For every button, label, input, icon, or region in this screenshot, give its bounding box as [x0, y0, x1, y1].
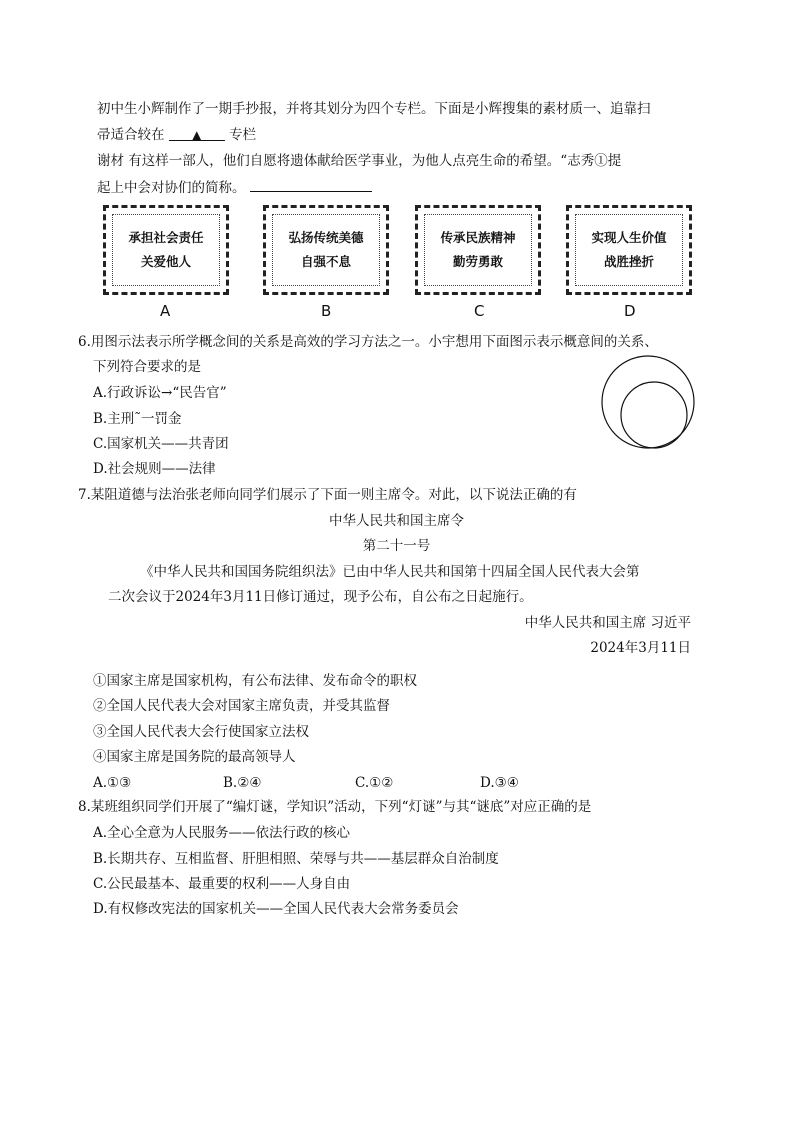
q8-option-a: A.全心全意为人民服务——依法行政的核心: [93, 825, 351, 841]
stamp-label-d: D: [624, 302, 636, 320]
stamp-d-line1: 实现人生价值: [591, 230, 667, 245]
q5-option-stamp-c: [415, 205, 541, 295]
q5-option-stamp-b: [263, 205, 389, 295]
q8-option-d: D.有权修改宪法的国家机关——全国人民代表大会常务委员会: [93, 901, 459, 917]
inner-circle: [621, 382, 687, 448]
stamp-c-line1: 传承民族精神: [440, 230, 516, 245]
stamp-d-line2: 战胜挫折: [603, 254, 654, 269]
q5-material-line1: 谢材 有这样一部人，他们自愿将遗体献给医学事业，为他人点亮生命的希望。“志秀①提: [97, 153, 622, 169]
stamp-a-line2: 关爱他人: [140, 254, 191, 269]
stamp-c-line2: 勤劳勇敢: [452, 254, 503, 269]
q5-material-line2-text: 起上中会对协们的简称。: [97, 180, 246, 196]
q5-stem-line1: 初中生小辉制作了一期手抄报，并将其划分为四个专栏。下面是小辉搜集的素材质一、追靠扫: [97, 101, 651, 117]
q8-option-b: B.长期共存、互相监督、肝胆相照、荣辱与共——基层群众自治制度: [93, 851, 499, 867]
q6-stem-line1: 6.用图示法表示所学概念间的关系是高效的学习方法之一。小宇想用下面图示表示概意间的关系、: [78, 334, 658, 350]
q6-option-d: D.社会规则——法律: [93, 461, 216, 477]
q8-stem: 8.某班组织同学们开展了“编灯谜，学知识”活动，下列“灯谜”与其“谜底”对应正确的是: [78, 799, 592, 815]
q7-choice-c: C.①②: [355, 775, 394, 791]
q7-statement-2: ②全国人民代表大会对国家主席负责，并受其监督: [93, 698, 390, 714]
q5-stem-line2-before: 帚适合较在: [97, 127, 165, 143]
decree-body-line2: 二次会议于2024年3月11日修订通过，现予公布，自公布之日起施行。: [108, 589, 533, 605]
q7-choice-b: B.②④: [223, 775, 262, 791]
q7-choice-d: D.③④: [480, 775, 519, 791]
q6-option-c: C.国家机关——共青团: [93, 436, 229, 452]
stamp-b-line2: 自强不息: [300, 254, 351, 269]
q7-statement-3: ③全国人民代表大会行使国家立法权: [93, 724, 309, 740]
q7-stem: 7.某阻道德与法治张老师向同学们展示了下面一则主席令。对此，以下说法正确的有: [78, 487, 577, 503]
decree-title: 中华人民共和国主席令: [329, 513, 464, 529]
stamp-inner-c: [424, 214, 532, 286]
decree-date: 2024年3月11日: [590, 640, 691, 656]
stamp-inner-d: [575, 214, 683, 286]
triangle-mark-icon: ▲: [192, 128, 202, 142]
q5-stem-line2-after: 专栏: [229, 127, 257, 143]
q5-option-stamp-d: [566, 205, 692, 295]
q5-stem-line2: [97, 126, 256, 144]
q7-statement-4: ④国家主席是国务院的最高领导人: [93, 749, 296, 765]
stamp-label-c: C: [474, 302, 485, 320]
concept-circle-diagram: [598, 352, 698, 452]
stamp-a-line1: 承担社会责任: [128, 230, 204, 245]
q7-choice-a: A.①③: [93, 775, 132, 791]
q7-statement-1: ①国家主席是国家机构，有公布法律、发布命令的职权: [93, 673, 417, 689]
q5-material-line2: [97, 177, 372, 197]
stamp-inner-b: [272, 214, 380, 286]
stamp-label-a: A: [160, 302, 171, 320]
stamp-label-b: B: [321, 302, 332, 320]
q6-option-a: A.行政诉讼→“民告官”: [93, 385, 227, 401]
q5-option-stamp-a: [103, 205, 229, 295]
stamp-b-line1: 弘扬传统美德: [288, 230, 364, 245]
q8-option-c: C.公民最基本、最重要的权利——人身自由: [93, 876, 351, 892]
decree-number: 第二十一号: [362, 538, 431, 554]
stamp-inner-a: [112, 214, 220, 286]
decree-signer: 中华人民共和国主席 习近平: [524, 615, 691, 631]
q6-option-b: B.主刑˜一罚金: [93, 411, 182, 427]
q5-material-blank: [250, 177, 372, 192]
q6-stem-line2: 下列符合要求的是: [93, 359, 201, 375]
decree-body-line1: 《中华人民共和国国务院组织法》已由中华人民共和国第十四届全国人民代表大会第: [140, 564, 640, 580]
q5-answer-blank: [169, 126, 225, 141]
